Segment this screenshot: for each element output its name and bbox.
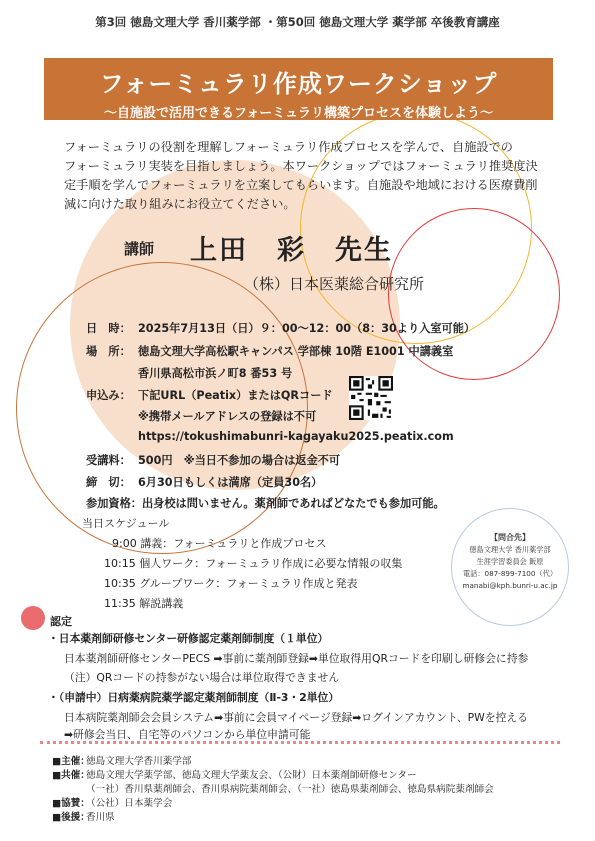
- cert-item-1-line: 日本薬剤師研修センターPECS ➡事前に薬剤師登録➡単位取得用QRコードを印刷し研修会に持参: [64, 652, 529, 665]
- intro-line: 減に向けた取り組みにお役立てください。: [64, 197, 296, 211]
- info-eligibility: [86, 495, 445, 511]
- title-banner: [44, 58, 553, 120]
- intro-line: 定手順を学んでフォーミュラリを立案してもらいます。自施設や地域における医療費削: [64, 178, 538, 192]
- intro-line: フォーミュラリ実装を目指しましょう。本ワークショップではフォーミュラリ推奨度決: [64, 159, 538, 173]
- place-label: 場 所：: [86, 345, 131, 358]
- info-place: [86, 343, 453, 359]
- apply-url-link[interactable]: https://tokushimabunri-kagayaku2025.peatix.com: [138, 430, 454, 443]
- coop-label: ■協賛：: [52, 798, 90, 809]
- organizer-support: [52, 809, 115, 823]
- contact-org: 徳島文理大学 香川薬学部: [469, 545, 551, 554]
- info-date: [86, 320, 475, 336]
- intro-line: フォーミュラリの役割を理解しフォーミュラリ作成プロセスを学んで、自施設での: [64, 140, 513, 154]
- contact-title: 【問合先】: [490, 533, 530, 542]
- dotted-divider: [40, 741, 560, 744]
- contact-circle: [451, 508, 569, 626]
- info-apply: [86, 387, 333, 403]
- organizer-co-line2: （一社）香川県薬剤師会、香川県病院薬剤師会、（一社）徳島県薬剤師会、徳島県病院薬剤師会: [86, 784, 494, 795]
- contact-dept: 生涯学習委員会 飯原: [476, 557, 544, 566]
- apply-value: 下記URL（Peatix）またはQRコード: [138, 389, 333, 402]
- intro-text: [64, 138, 548, 214]
- event-subtitle: ～自施設で活用できるフォーミュラリ構築プロセスを体験しよう～: [103, 106, 494, 121]
- qr-code-icon[interactable]: [349, 376, 393, 420]
- organizer-host: [52, 753, 192, 767]
- support-label: ■後援：: [52, 812, 90, 823]
- schedule-heading: 当日スケジュール: [82, 517, 170, 530]
- cert-item-1-title: ・日本薬剤師研修センター研修認定薬剤師制度（１単位）: [48, 632, 329, 645]
- host-label: ■主催：: [52, 756, 90, 767]
- host-value: 徳島文理大学香川薬学部: [86, 756, 192, 767]
- lecturer-affiliation: （株）日本医薬総合研究所: [244, 275, 425, 293]
- contact-phone: 電話：087-899-7100（代）: [462, 569, 558, 578]
- certification-heading: 認定: [50, 615, 72, 628]
- cert-item-2-line: 日本病院薬剤師会会員システム➡事前に会員マイページ登録➡ログインアカウント、PWを控える: [64, 711, 529, 724]
- schedule-item: 9:00 講義：フォーミュラリと作成プロセス: [112, 537, 327, 550]
- date-value: 2025年7月13日（日）９：00～12：00（8：30より入室可能）: [138, 322, 476, 335]
- deadline-label: 締 切：: [86, 476, 131, 489]
- schedule-item: 10:15 個人ワーク：フォーミュラリ作成に必要な情報の収集: [104, 557, 403, 570]
- apply-label: 申込み：: [86, 389, 131, 402]
- lecturer-label: 講師: [124, 240, 155, 258]
- coop-value: （公社）日本薬学会: [86, 798, 173, 809]
- co-value: 徳島文理大学薬学部、徳島文理大学薬友会、（公財）日本薬剤師研修センター: [86, 770, 417, 781]
- eligibility-value: 出身校は問いません。薬剤師であればどなたでも参加可能。: [141, 497, 445, 510]
- fee-value: 500円 ※当日不参加の場合は返金不可: [138, 454, 341, 467]
- organizer-co: [52, 767, 417, 781]
- contact-email-link[interactable]: manabi@kph.bunri-u.ac.jp: [462, 581, 558, 590]
- cert-item-2-line: ➡研修会当日、自宅等のパソコンから単位申請可能: [64, 728, 311, 741]
- cert-item-2-title: ・（申請中）日病薬病院薬学認定薬剤師制度（Ⅱ-3・2単位）: [48, 691, 340, 704]
- eligibility-label: 参加資格：: [86, 497, 142, 510]
- apply-note: ※携帯メールアドレスの登録は不可: [138, 410, 317, 423]
- info-deadline: [86, 474, 322, 490]
- organizer-coop: [52, 795, 172, 809]
- pink-dot-decoration: [21, 606, 45, 630]
- support-value: 香川県: [86, 812, 115, 823]
- schedule-item: 10:35 グループワーク：フォーミュラリ作成と発表: [104, 577, 358, 590]
- event-title: フォーミュラリ作成ワークショップ: [99, 70, 498, 98]
- date-label: 日 時：: [86, 322, 131, 335]
- cert-item-1-note: （注）QRコードの持参がない場合は単位取得できません: [64, 671, 340, 684]
- course-line: 第3回 徳島文理大学 香川薬学部 ・第50回 徳島文理大学 薬学部 卒後教育講座: [95, 15, 500, 29]
- place-value: 徳島文理大学高松駅キャンパス 学部棟 10階 E1001 中講義室: [138, 345, 454, 358]
- fee-label: 受講料：: [86, 454, 131, 467]
- info-fee: [86, 452, 340, 468]
- co-label: ■共催：: [52, 770, 90, 781]
- lecturer-name: 上田 彩 先生: [190, 235, 393, 266]
- schedule-item: 11:35 解説講義: [104, 597, 184, 610]
- deadline-value: 6月30日もしくは満席（定員30名）: [138, 476, 323, 489]
- info-address: 香川県高松市浜ノ町8 番53 号: [138, 367, 293, 380]
